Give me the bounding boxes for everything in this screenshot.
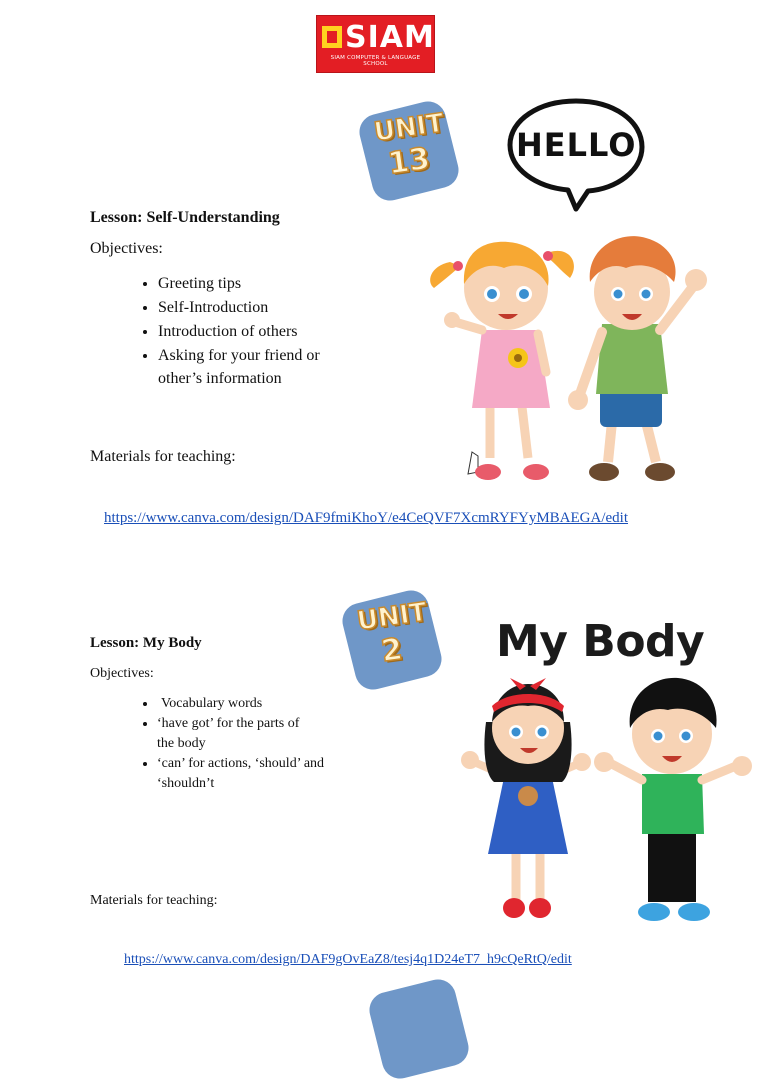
lesson-1-title: Lesson: Self-Understanding — [90, 209, 280, 226]
girl-figure-icon — [461, 678, 591, 918]
list-item: • Vocabulary words — [157, 694, 367, 714]
next-unit-badge — [366, 976, 473, 1082]
lesson-2-materials-label: Materials for teaching: — [90, 893, 218, 908]
unit-13-badge-word: UNIT — [372, 108, 446, 148]
unit-13-badge — [357, 99, 461, 203]
lesson-2-objectives-label: Objectives: — [90, 666, 154, 681]
list-item: • ‘have got’ for the parts of the body — [157, 714, 307, 754]
lesson-1-materials-link[interactable]: https://www.canva.com/design/DAF9fmiKhoY/e4CeQVF7XcmRYFYyMBAEGA/edit — [104, 510, 628, 526]
logo-subtitle: SIAM COMPUTER & LANGUAGE SCHOOL — [330, 55, 421, 67]
lesson-2-objectives-list — [137, 694, 367, 794]
logo-name: SIAM — [345, 20, 435, 55]
lesson-1-objectives-list — [138, 272, 358, 390]
unit-2-badge — [340, 588, 444, 692]
kids-body-illustration — [458, 672, 758, 932]
list-item: • Introduction of others — [158, 320, 358, 344]
hello-speech-bubble — [506, 95, 646, 215]
list-item: • Self-Introduction — [158, 296, 358, 320]
lesson-1-objectives-label: Objectives: — [90, 240, 163, 257]
unit-2-badge-word: UNIT — [355, 597, 429, 637]
list-item: • Greeting tips — [158, 272, 358, 296]
logo-mark-icon — [322, 26, 342, 48]
lesson-1-materials-label: Materials for teaching: — [90, 448, 236, 465]
girl-figure-icon — [430, 242, 574, 480]
my-body-heading-graphic: My Body — [496, 616, 705, 667]
lesson-2-materials-link[interactable]: https://www.canva.com/design/DAF9gOvEaZ8/tesj4q1D24eT7_h9cQeRtQ/edit — [124, 952, 572, 967]
kids-greeting-illustration — [420, 222, 720, 490]
boy-figure-icon — [594, 678, 752, 921]
unit-2-badge-number: 2 — [379, 631, 405, 670]
lesson-2-title: Lesson: My Body — [90, 635, 202, 651]
boy-figure-icon — [568, 236, 707, 481]
hello-bubble-text: HELLO — [516, 126, 637, 164]
unit-13-badge-number: 13 — [385, 141, 433, 182]
list-item: • ‘can’ for actions, ‘should’ and ‘shouldn’t — [157, 754, 357, 794]
list-item: • Asking for your friend or other’s information — [158, 344, 358, 390]
siam-logo — [316, 15, 435, 73]
